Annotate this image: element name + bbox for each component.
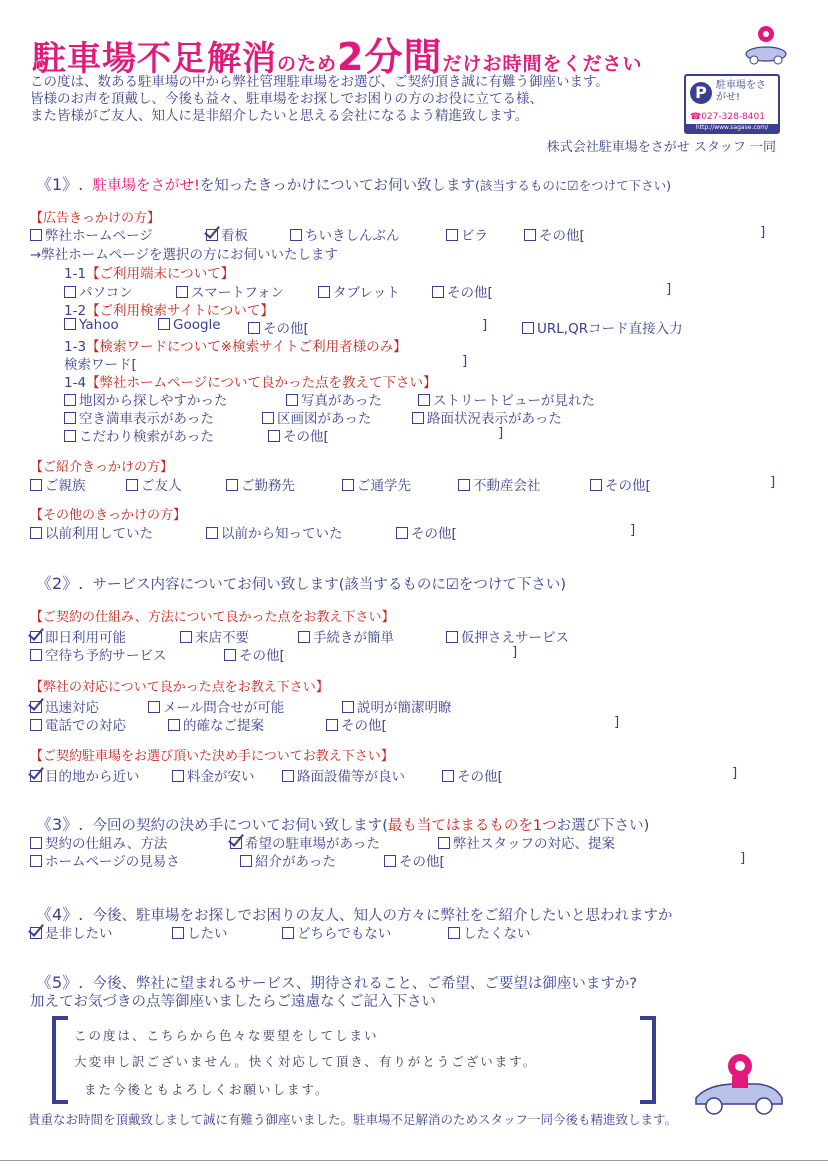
company-logo	[684, 74, 780, 134]
q1-intro-school[interactable]: ご通学先	[342, 474, 411, 494]
q3-staff-response[interactable]: 弊社スタッフの対応、提案	[438, 832, 615, 852]
q2-a-hold-service[interactable]: 仮押さえサービス	[446, 626, 569, 646]
q1-intro-other[interactable]: その他[	[590, 474, 651, 494]
q2-b-proposal[interactable]: 的確なご提案	[168, 714, 264, 734]
q1-s13-heading: 1-3【検索ワードについて※検索サイトご利用者様のみ】	[64, 339, 407, 355]
q4-heading: 《4》. 今後、駐車場をお探しでお困りの友人、知人の方々に弊社をご紹介したいと思われますか	[36, 905, 673, 924]
comment-line-1[interactable]: この度は、こちらから色々な要望をしてしまい	[74, 1028, 379, 1043]
mascot-car-icon	[688, 1050, 788, 1120]
q2-b-phone[interactable]: 電話での対応	[30, 714, 126, 734]
q1-other-used-before[interactable]: 以前利用していた	[30, 522, 153, 542]
q2-b-email[interactable]: メール問合せが可能	[148, 696, 284, 716]
q1-s14-vacancy[interactable]: 空き満車表示があった	[64, 407, 214, 427]
q1-s14-photo[interactable]: 写真があった	[286, 389, 382, 409]
q1-s12-url-qr[interactable]: URL,QRコード直接入力	[522, 317, 683, 337]
q4-yes[interactable]: したい	[172, 922, 228, 942]
title-only: だけ	[442, 53, 483, 75]
q2-heading: 《2》. サービス内容についてお伺い致します(該当するものに☑をつけて下さい)	[36, 574, 567, 593]
company-signature: 株式会社駐車場をさがせ スタッフ 一同	[546, 140, 776, 155]
comment-bracket-left	[52, 1016, 68, 1104]
q1-s13-close: ]	[462, 353, 468, 369]
comment-bracket-right	[640, 1016, 656, 1104]
q1-s11-other[interactable]: その他[	[432, 281, 493, 301]
q2-a-same-day[interactable]: 即日利用可能	[30, 626, 126, 646]
checked-icon	[30, 927, 42, 939]
q1-ad-close: ]	[760, 224, 766, 240]
q1-other-close: ]	[630, 522, 636, 538]
checked-icon	[206, 229, 218, 241]
q3-desired-lot[interactable]: 希望の駐車場があった	[230, 832, 380, 852]
q1-ad-option-other[interactable]: その他[	[524, 224, 585, 244]
q1-s14-other[interactable]: その他[	[268, 425, 329, 445]
title-two-minutes: 2分間	[337, 35, 443, 79]
q1-heading: 《1》. 駐車場をさがせ!を知ったきっかけについてお伺い致します(該当するものに☑をつけて下さい)	[36, 175, 671, 194]
q1-s14-streetview[interactable]: ストリートビューが見れた	[418, 389, 595, 409]
q5-subheading: 加えてお気づきの点等御座いましたらご遠慮なくご記入下さい	[30, 994, 436, 1010]
title-request: お時間をください	[482, 53, 643, 75]
intro-line-3: また皆様がご友人、知人に是非紹介したいと思える会社になるよう精進致します。	[30, 108, 529, 124]
q1-intro-workplace[interactable]: ご勤務先	[226, 474, 295, 494]
q1-intro-label: 【ご紹介きっかけの方】	[30, 460, 174, 475]
q1-other-other[interactable]: その他[	[396, 522, 457, 542]
q3-website[interactable]: ホームページの見易さ	[30, 850, 180, 870]
footer-message: 貴重なお時間を頂戴致しまして誠に有難う御座いました。駐車場不足解消のためスタッフ一同今後も精進致します。	[28, 1112, 678, 1127]
checked-icon	[30, 631, 42, 643]
q1-s11-tablet[interactable]: タブレット	[318, 281, 400, 301]
q1-s14-advanced-search[interactable]: こだわり検索があった	[64, 425, 214, 445]
q4-neutral[interactable]: どちらでもない	[282, 922, 391, 942]
q2-a-wait-reservation[interactable]: 空待ち予約サービス	[30, 644, 167, 664]
q1-intro-relatives[interactable]: ご親族	[30, 474, 86, 494]
q1-ad-option-homepage[interactable]: 弊社ホームページ	[30, 224, 153, 244]
q4-definitely[interactable]: 是非したい	[30, 922, 113, 942]
q1-intro-realestate[interactable]: 不動産会社	[458, 474, 541, 494]
q2-a-close: ]	[512, 644, 518, 660]
q1-other-known-before[interactable]: 以前から知っていた	[206, 522, 343, 542]
q1-s11-close: ]	[666, 281, 672, 297]
intro-line-2: 皆様のお声を頂戴し、今後も益々、駐車場をお探しでお困りの方のお役に立てる様、	[30, 91, 543, 107]
q1-ad-option-signboard[interactable]: 看板	[206, 224, 248, 244]
q2-c-cheap[interactable]: 料金が安い	[172, 765, 255, 785]
q1-s12-google[interactable]: Google	[158, 317, 221, 333]
comment-line-3[interactable]: また今後ともよろしくお願いします。	[84, 1082, 330, 1097]
q1-other-label: 【その他のきっかけの方】	[30, 508, 187, 523]
q1-s11-heading: 1-1【ご利用端末について】	[64, 266, 235, 282]
parking-p-icon: P	[690, 82, 712, 104]
title-for: のため	[277, 53, 338, 75]
q3-other[interactable]: その他[	[384, 850, 445, 870]
q2-b-quick[interactable]: 迅速対応	[30, 696, 99, 716]
q3-contract-system[interactable]: 契約の仕組み、方法	[30, 832, 167, 852]
q1-s14-heading: 1-4【弊社ホームページについて良かった点を教えて下さい】	[64, 375, 437, 391]
q1-ad-option-flyer[interactable]: ビラ	[446, 224, 488, 244]
q1-intro-close: ]	[770, 474, 776, 490]
q2-c-road-facility[interactable]: 路面設備等が良い	[282, 765, 405, 785]
q1-s11-pc[interactable]: パソコン	[64, 281, 133, 301]
q1-hp-note: →弊社ホームページを選択の方にお伺いいたします	[30, 247, 339, 263]
logo-url: http://www.sagase.com/	[686, 124, 778, 132]
comment-line-2[interactable]: 大変申し訳ございません。快く対応して頂き、有りがとうございます。	[74, 1054, 538, 1069]
q1-s14-road[interactable]: 路面状況表示があった	[412, 407, 562, 427]
q2-a-no-visit[interactable]: 来店不要	[180, 626, 249, 646]
q1-intro-friends[interactable]: ご友人	[126, 474, 182, 494]
q1-s12-heading: 1-2【ご利用検索サイトについて】	[64, 303, 274, 319]
q2-b-label: 【弊社の対応について良かった点をお教え下さい】	[30, 680, 329, 695]
q3-close: ]	[740, 850, 746, 866]
q2-c-label: 【ご契約駐車場をお選び頂いた決め手についてお教え下さい】	[30, 749, 394, 764]
logo-tel: ☎027-328-8401	[690, 112, 765, 122]
q1-s11-smartphone[interactable]: スマートフォン	[176, 281, 284, 301]
q1-s12-yahoo[interactable]: Yahoo	[64, 317, 119, 333]
q2-c-near-destination[interactable]: 目的地から近い	[30, 765, 140, 785]
q1-ad-label: 【広告きっかけの方】	[30, 211, 161, 226]
q1-s14-layout[interactable]: 区画図があった	[262, 407, 371, 427]
q2-c-other[interactable]: その他[	[442, 765, 503, 785]
mascot-car-icon	[738, 20, 788, 66]
q1-s14-close: ]	[498, 425, 504, 441]
q2-b-other[interactable]: その他[	[326, 714, 387, 734]
q1-s12-close: ]	[482, 317, 488, 333]
q2-b-clear-explanation[interactable]: 説明が簡潔明瞭	[342, 696, 452, 716]
q1-ad-option-newspaper[interactable]: ちいきしんぶん	[290, 224, 400, 244]
q2-a-easy-procedure[interactable]: 手続きが簡単	[298, 626, 394, 646]
q2-b-close: ]	[614, 714, 620, 730]
q1-s14-map[interactable]: 地図から探しやすかった	[64, 389, 228, 409]
q4-no[interactable]: したくない	[448, 922, 531, 942]
intro-line-1: この度は、数ある駐車場の中から弊社管理駐車場をお選び、ご契約頂き誠に有難う御座います。	[30, 74, 609, 90]
q1-s12-other[interactable]: その他[	[248, 317, 309, 337]
title-main: 駐車場不足解消	[32, 39, 277, 79]
logo-text: 駐車場をさがせ!	[716, 80, 766, 103]
q3-heading: 《3》. 今回の契約の決め手についてお伺い致します(最も当てはまるものを1つお選び下さい)	[36, 815, 650, 834]
q2-c-close: ]	[732, 765, 738, 781]
q2-a-other[interactable]: その他[	[224, 644, 285, 664]
checked-icon	[230, 837, 242, 849]
checked-icon	[30, 770, 42, 782]
q5-heading: 《5》. 今後、弊社に望まれるサービス、期待されること、ご希望、ご要望は御座いますか?	[36, 973, 638, 992]
q3-referral[interactable]: 紹介があった	[240, 850, 336, 870]
checked-icon	[30, 701, 42, 713]
q1-s13-search-word-field[interactable]: 検索ワード[	[64, 357, 137, 373]
q2-a-label: 【ご契約の仕組み、方法について良かった点をお教え下さい】	[30, 610, 395, 625]
bottom-divider	[0, 1160, 828, 1161]
